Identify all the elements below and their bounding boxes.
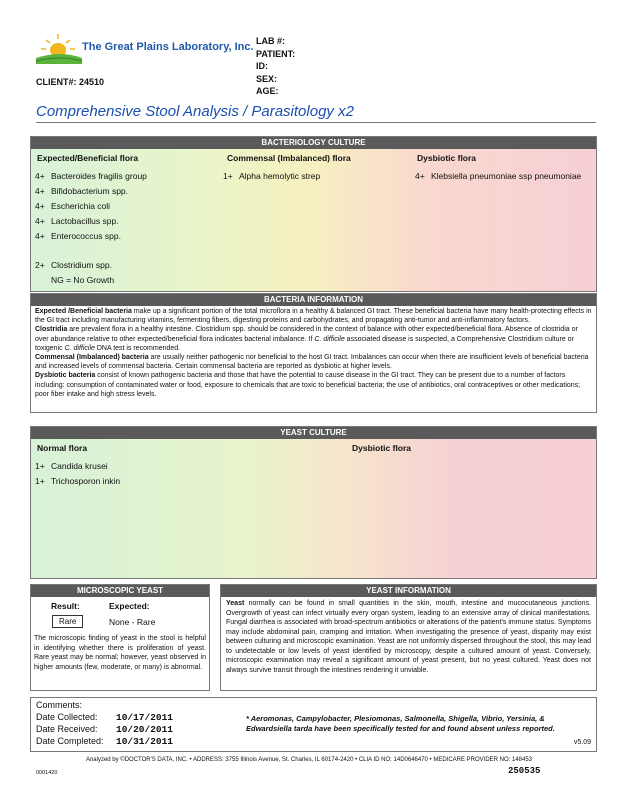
list-item: 4+ Bifidobacterium spp. <box>35 186 129 196</box>
yeast-culture-body <box>31 439 596 578</box>
result-value: Rare <box>52 615 83 628</box>
list-item: 4+ Escherichia coli <box>35 201 111 211</box>
list-item: 4+ Enterococcus spp. <box>35 231 121 241</box>
list-item: 4+ Bacteroides fragilis group <box>35 171 147 181</box>
microscopic-yeast-text: The microscopic finding of yeast in the stool is helpful in identifying whether there is proliferation of yeast. Rare yeast may be normal; however, yeast observed in higher amounts (few, moderate, or many) is abnormal. <box>34 635 206 671</box>
lab-name: The Great Plains Laboratory, Inc. <box>82 41 254 53</box>
date-completed-value: 10/31/2011 <box>116 736 174 747</box>
comments-label: Comments: <box>36 700 83 710</box>
date-completed-label: Date Completed: <box>36 736 104 746</box>
bacteriology-heading: BACTERIOLOGY CULTURE <box>31 137 596 149</box>
sex-label: SEX: <box>256 73 278 84</box>
expected-value: None - Rare <box>109 617 156 627</box>
date-received-value: 10/20/2011 <box>116 724 174 735</box>
age-label: AGE: <box>256 86 279 96</box>
microscopic-yeast-panel <box>30 584 210 691</box>
list-item: 4+ Klebsiella pneumoniae ssp pneumoniae <box>415 171 582 181</box>
lab-number-label: LAB #: <box>256 36 285 46</box>
list-item: 4+ Lactobacillus spp. <box>35 216 119 226</box>
id-label: ID: <box>256 61 268 71</box>
list-item: 1+ Trichosporon inkin <box>35 476 121 486</box>
bacteriology-body <box>31 149 596 291</box>
bacteria-info-heading: BACTERIA INFORMATION <box>31 294 596 306</box>
normal-flora-header: Normal flora <box>37 443 88 453</box>
yeast-dysbiotic-header: Dysbiotic flora <box>352 443 412 453</box>
bacteriology-panel <box>30 136 597 292</box>
yeast-culture-panel <box>30 426 597 579</box>
version: v5.09 <box>573 739 591 746</box>
footer-code-left: 0001420 <box>36 770 58 776</box>
date-received-label: Date Received: <box>36 724 98 734</box>
comments-panel <box>30 697 597 752</box>
pathogen-note: * Aeromonas, Campylobacter, Plesiomonas, Salmonella, Shigella, Vibrio, Yersinia, & Edwardsiella tarda have been specifically tested for and found absent unless reported. <box>246 714 555 733</box>
bacteria-info-panel <box>30 293 597 413</box>
commensal-flora-header: Commensal (Imbalanced) flora <box>227 153 351 163</box>
microscopic-yeast-heading: MICROSCOPIC YEAST <box>31 585 209 597</box>
dysbiotic-flora-header: Dysbiotic flora <box>417 153 477 163</box>
yeast-info-heading: YEAST INFORMATION <box>221 585 596 597</box>
title-divider <box>36 122 596 123</box>
no-growth-note: NG = No Growth <box>51 275 115 285</box>
bacteria-info-text: Expected /Beneficial bacteria make up a significant portion of the total microflora in a healthy & balanced GI tract. These beneficial bacteria have many health-protecting effects in the GI tract including manufacturing vitamins, fermenting fibers, digesting proteins and carbohydrates, and propagating anti-tumor and anti-inflammatory factors. Clostridia are prevalent flora in a healthy intestine. Clostridium spp. should be considered in the context of balance with other expected/beneficial flora. Absence of clostridia or over abundance relative to other expected/beneficial flora indicates bacterial imbalance. If C. difficile associated disease is suspected, a Comprehensive Clostridium culture or toxigenic C. difficile DNA test is recommended. Commensal (Imbalanced) bacteria are usually neither pathogenic nor beneficial to the host GI tract. Imbalances can occur when there are insufficient levels of beneficial bacteria and increased levels of commensal bacteria. Certain commensal bacteria are reported as dysbiotic at higher levels. Dysbiotic bacteria consist of known pathogenic bacteria and those that have the potential to cause disease in the GI tract. They can be present due to a number of factors including: consumption of contaminated water or food, exposure to chemicals that are toxic to beneficial bacteria; the use of antibiotics, oral contraceptives or other medications; poor fiber intake and high stress levels. <box>35 308 592 398</box>
expected-label: Expected: <box>109 601 150 611</box>
footer-lab-info: Analyzed by ©DOCTOR'S DATA, INC. • ADDRESS: 3755 Illinois Avenue, St. Charles, IL 60174-2420 • CLIA ID NO: 14D0646470 • MEDICARE PROVIDER NO: 148453 <box>85 757 533 763</box>
list-item: 1+ Candida krusei <box>35 461 108 471</box>
list-item: 1+ Alpha hemolytic strep <box>223 171 321 181</box>
expected-flora-header: Expected/Beneficial flora <box>37 153 139 163</box>
yeast-info-text: Yeast normally can be found in small quantities in the skin, mouth, intestine and mucocutaneous junctions. Overgrowth of yeast can infect virtually every organ system, leading to an extensive array of clinical manifestations. Fungal diarrhea is associated with broad-spectrum antibiotics or alterations of the patient's immune status. Symptoms may include abdominal pain, cramping and irritation. When investigating the presence of yeast, disparity may exist between culturing and microscopic examination. Yeast are not uniformly dispersed throughout the stool, this may lead to undetectable or low levels of yeast identified by microscopy, despite a cultured amount of yeast. Conversely, microscopic examination may reveal a significant amount of yeast present, but no yeast cultured. Yeast does not always survive transit through the intestines rendering it unviable. <box>226 600 591 674</box>
result-label: Result: <box>51 601 80 611</box>
footer-code-right: 250535 <box>508 766 541 776</box>
date-collected-label: Date Collected: <box>36 712 98 722</box>
yeast-culture-heading: YEAST CULTURE <box>31 427 596 439</box>
list-item: 2+ Clostridium spp. <box>35 260 112 270</box>
patient-label: PATIENT: <box>256 48 296 59</box>
patient-fields <box>256 35 295 98</box>
yeast-info-panel <box>220 584 597 691</box>
report-title: Comprehensive Stool Analysis / Parasitology x2 <box>36 103 354 120</box>
date-collected-value: 10/17/2011 <box>116 712 174 723</box>
client-number: CLIENT#: 24510 <box>36 77 105 87</box>
